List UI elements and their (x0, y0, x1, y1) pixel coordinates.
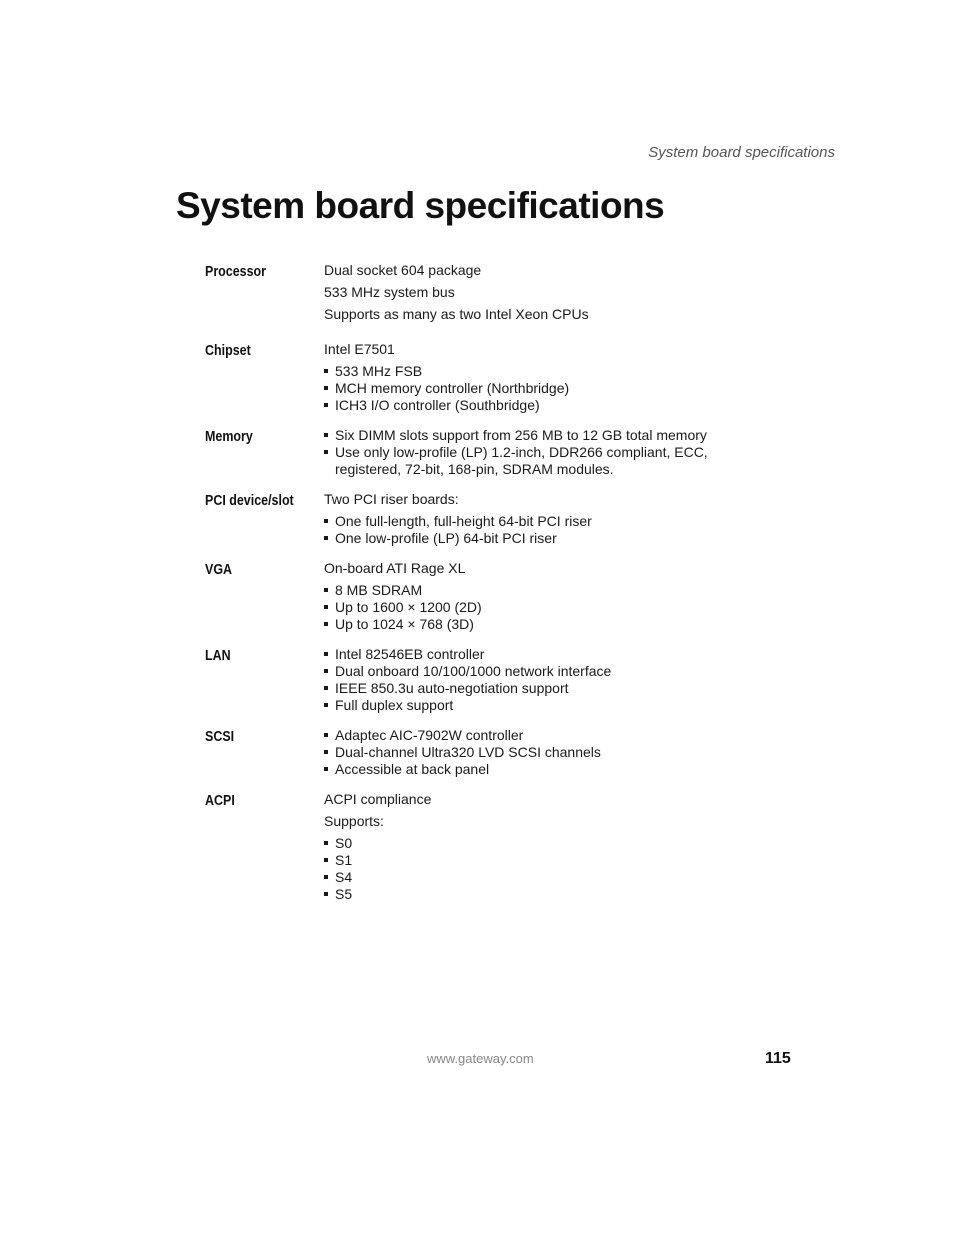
spec-row (205, 491, 765, 547)
spec-bullet-item: Up to 1600 × 1200 (2D) (324, 599, 765, 616)
spec-bullet-list (324, 513, 765, 547)
spec-line: Supports as many as two Intel Xeon CPUs (324, 306, 589, 322)
spec-label: ACPI (205, 793, 235, 809)
spec-row (205, 341, 765, 414)
spec-bullet-list (324, 835, 765, 903)
spec-bullet-item: Adaptec AIC-7902W controller (324, 727, 765, 744)
spec-row (205, 427, 765, 478)
spec-row (205, 646, 765, 714)
spec-table (205, 262, 765, 916)
spec-bullet-list (324, 582, 765, 633)
spec-line: On-board ATI Rage XL (324, 560, 466, 576)
spec-bullet-item: Intel 82546EB controller (324, 646, 765, 663)
spec-bullet-list (324, 427, 765, 478)
spec-label: PCI device/slot (205, 493, 294, 509)
spec-bullet-item: 8 MB SDRAM (324, 582, 765, 599)
page-title: System board specifications (176, 185, 665, 226)
footer-url: www.gateway.com (427, 1051, 534, 1066)
spec-values (324, 427, 765, 478)
spec-bullet-list (324, 727, 765, 778)
spec-bullet-item: 533 MHz FSB (324, 363, 765, 380)
spec-label: LAN (205, 648, 231, 664)
spec-bullet-item: IEEE 850.3u auto-negotiation support (324, 680, 765, 697)
spec-row (205, 727, 765, 778)
spec-values (324, 791, 765, 903)
spec-row (205, 560, 765, 633)
spec-bullet-item: Dual onboard 10/100/1000 network interface (324, 663, 765, 680)
spec-line: Two PCI riser boards: (324, 491, 459, 507)
spec-label: Processor (205, 264, 267, 280)
spec-bullet-item: S1 (324, 852, 765, 869)
page-number: 115 (765, 1050, 791, 1067)
spec-row (205, 262, 765, 328)
spec-line: Intel E7501 (324, 341, 395, 357)
spec-label: SCSI (205, 729, 235, 745)
spec-bullet-item: S5 (324, 886, 765, 903)
spec-bullet-item: One low-profile (LP) 64-bit PCI riser (324, 530, 765, 547)
spec-bullet-item: Six DIMM slots support from 256 MB to 12 GB total memory (324, 427, 765, 444)
spec-values (324, 646, 765, 714)
spec-values (324, 341, 765, 414)
spec-bullet-item: ICH3 I/O controller (Southbridge) (324, 397, 765, 414)
spec-bullet-list (324, 363, 765, 414)
spec-bullet-item: MCH memory controller (Northbridge) (324, 380, 765, 397)
spec-bullet-item: Full duplex support (324, 697, 765, 714)
spec-bullet-item: S0 (324, 835, 765, 852)
spec-line: 533 MHz system bus (324, 284, 455, 300)
spec-line: Supports: (324, 813, 384, 829)
spec-bullet-item: S4 (324, 869, 765, 886)
spec-label: Memory (205, 429, 253, 445)
spec-bullet-item: Accessible at back panel (324, 761, 765, 778)
spec-values (324, 491, 765, 547)
spec-line: Dual socket 604 package (324, 262, 482, 278)
spec-bullet-item: Dual-channel Ultra320 LVD SCSI channels (324, 744, 765, 761)
spec-bullet-item: Use only low-profile (LP) 1.2-inch, DDR266 compliant, ECC, registered, 72-bit, 168-pin, SDRAM modules. (324, 444, 765, 478)
spec-row (205, 791, 765, 903)
spec-values (324, 727, 765, 778)
spec-values (324, 560, 765, 633)
running-header: System board specifications (648, 144, 835, 161)
spec-bullet-item: Up to 1024 × 768 (3D) (324, 616, 765, 633)
spec-line: ACPI compliance (324, 791, 432, 807)
spec-bullet-item: One full-length, full-height 64-bit PCI riser (324, 513, 765, 530)
spec-values (324, 262, 765, 328)
spec-bullet-list (324, 646, 765, 714)
spec-label: Chipset (205, 343, 251, 359)
spec-label: VGA (205, 562, 233, 578)
